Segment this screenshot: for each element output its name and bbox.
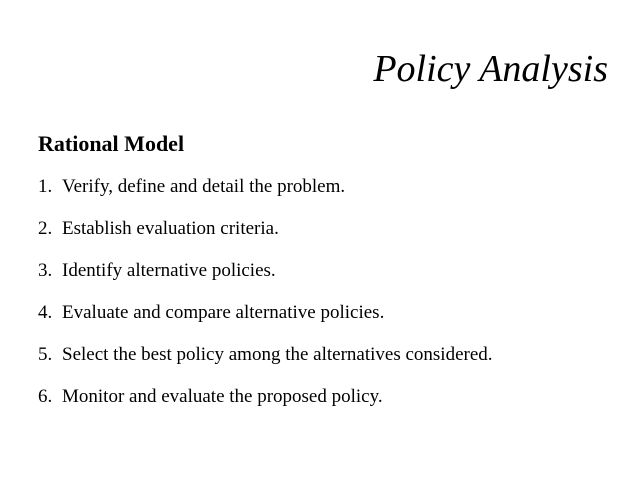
item-text: Select the best policy among the alternatives considered. bbox=[62, 344, 493, 365]
list-item bbox=[38, 345, 493, 387]
list-item bbox=[38, 177, 493, 219]
list-item bbox=[38, 387, 493, 429]
item-number: 5. bbox=[38, 344, 53, 365]
item-number: 2. bbox=[38, 218, 53, 239]
item-text: Monitor and evaluate the proposed policy. bbox=[62, 386, 383, 407]
item-text: Establish evaluation criteria. bbox=[62, 218, 279, 239]
section-heading: Rational Model bbox=[38, 131, 185, 156]
item-text: Evaluate and compare alternative policies. bbox=[62, 302, 385, 323]
slide-title: Policy Analysis bbox=[373, 48, 608, 90]
item-number: 1. bbox=[38, 176, 53, 197]
list-item bbox=[38, 261, 493, 303]
list-item bbox=[38, 303, 493, 345]
item-number: 3. bbox=[38, 260, 53, 281]
item-number: 4. bbox=[38, 302, 53, 323]
list-item bbox=[38, 219, 493, 261]
steps-list bbox=[38, 177, 493, 429]
item-text: Verify, define and detail the problem. bbox=[62, 176, 346, 197]
item-number: 6. bbox=[38, 386, 53, 407]
item-text: Identify alternative policies. bbox=[62, 260, 276, 281]
